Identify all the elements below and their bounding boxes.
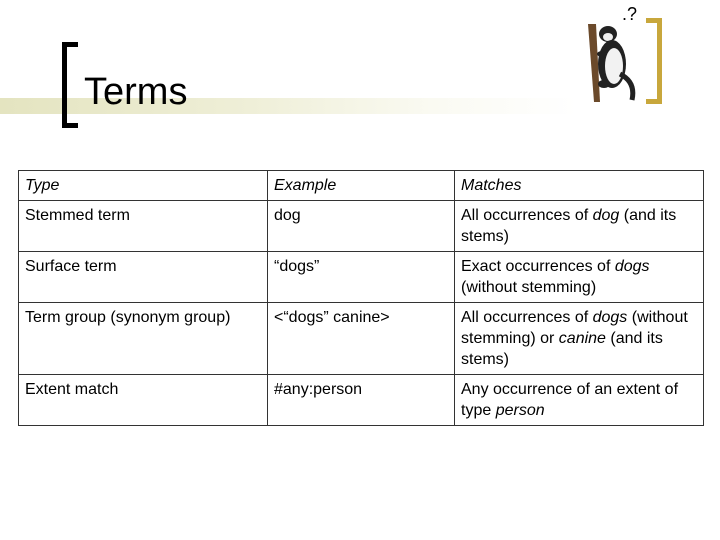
match-text: (and its stems) [461, 330, 663, 368]
mascot-question-text: .? [622, 4, 638, 24]
right-bracket-decoration [646, 18, 662, 104]
row-matches [455, 303, 704, 375]
match-term: canine [558, 330, 606, 347]
match-term: dog [592, 207, 620, 224]
slide-title: Terms [84, 71, 188, 113]
match-text: (without stemming) or [461, 309, 688, 347]
row-type: Extent match [19, 375, 268, 426]
row-example: dog [268, 201, 455, 252]
match-text: All occurrences of [461, 207, 593, 224]
header-matches: Matches [455, 171, 704, 201]
match-text: (without stemming) [461, 279, 597, 296]
left-bracket-decoration [62, 42, 78, 128]
row-example: “dogs” [268, 252, 455, 303]
row-matches [455, 252, 704, 303]
row-type: Stemmed term [19, 201, 268, 252]
match-text: All occurrences of [461, 309, 593, 326]
match-term: dogs [592, 309, 628, 326]
match-term: person [495, 402, 545, 419]
row-matches [455, 375, 704, 426]
header-example: Example [268, 171, 455, 201]
row-type: Term group (synonym group) [19, 303, 268, 375]
row-matches [455, 201, 704, 252]
match-text: (and its stems) [461, 207, 677, 245]
row-example: <“dogs” canine> [268, 303, 455, 375]
table-row [19, 252, 704, 303]
row-example: #any:person [268, 375, 455, 426]
lemur-mascot-icon [578, 4, 642, 108]
match-text: Any occurrence of an extent of type [461, 381, 679, 419]
table-row [19, 201, 704, 252]
match-text: Exact occurrences of [461, 258, 615, 275]
table-header-row [19, 171, 704, 201]
header-type: Type [19, 171, 268, 201]
row-type: Surface term [19, 252, 268, 303]
match-term: dogs [614, 258, 650, 275]
table-row [19, 375, 704, 426]
terms-table [18, 170, 704, 426]
table-row [19, 303, 704, 375]
